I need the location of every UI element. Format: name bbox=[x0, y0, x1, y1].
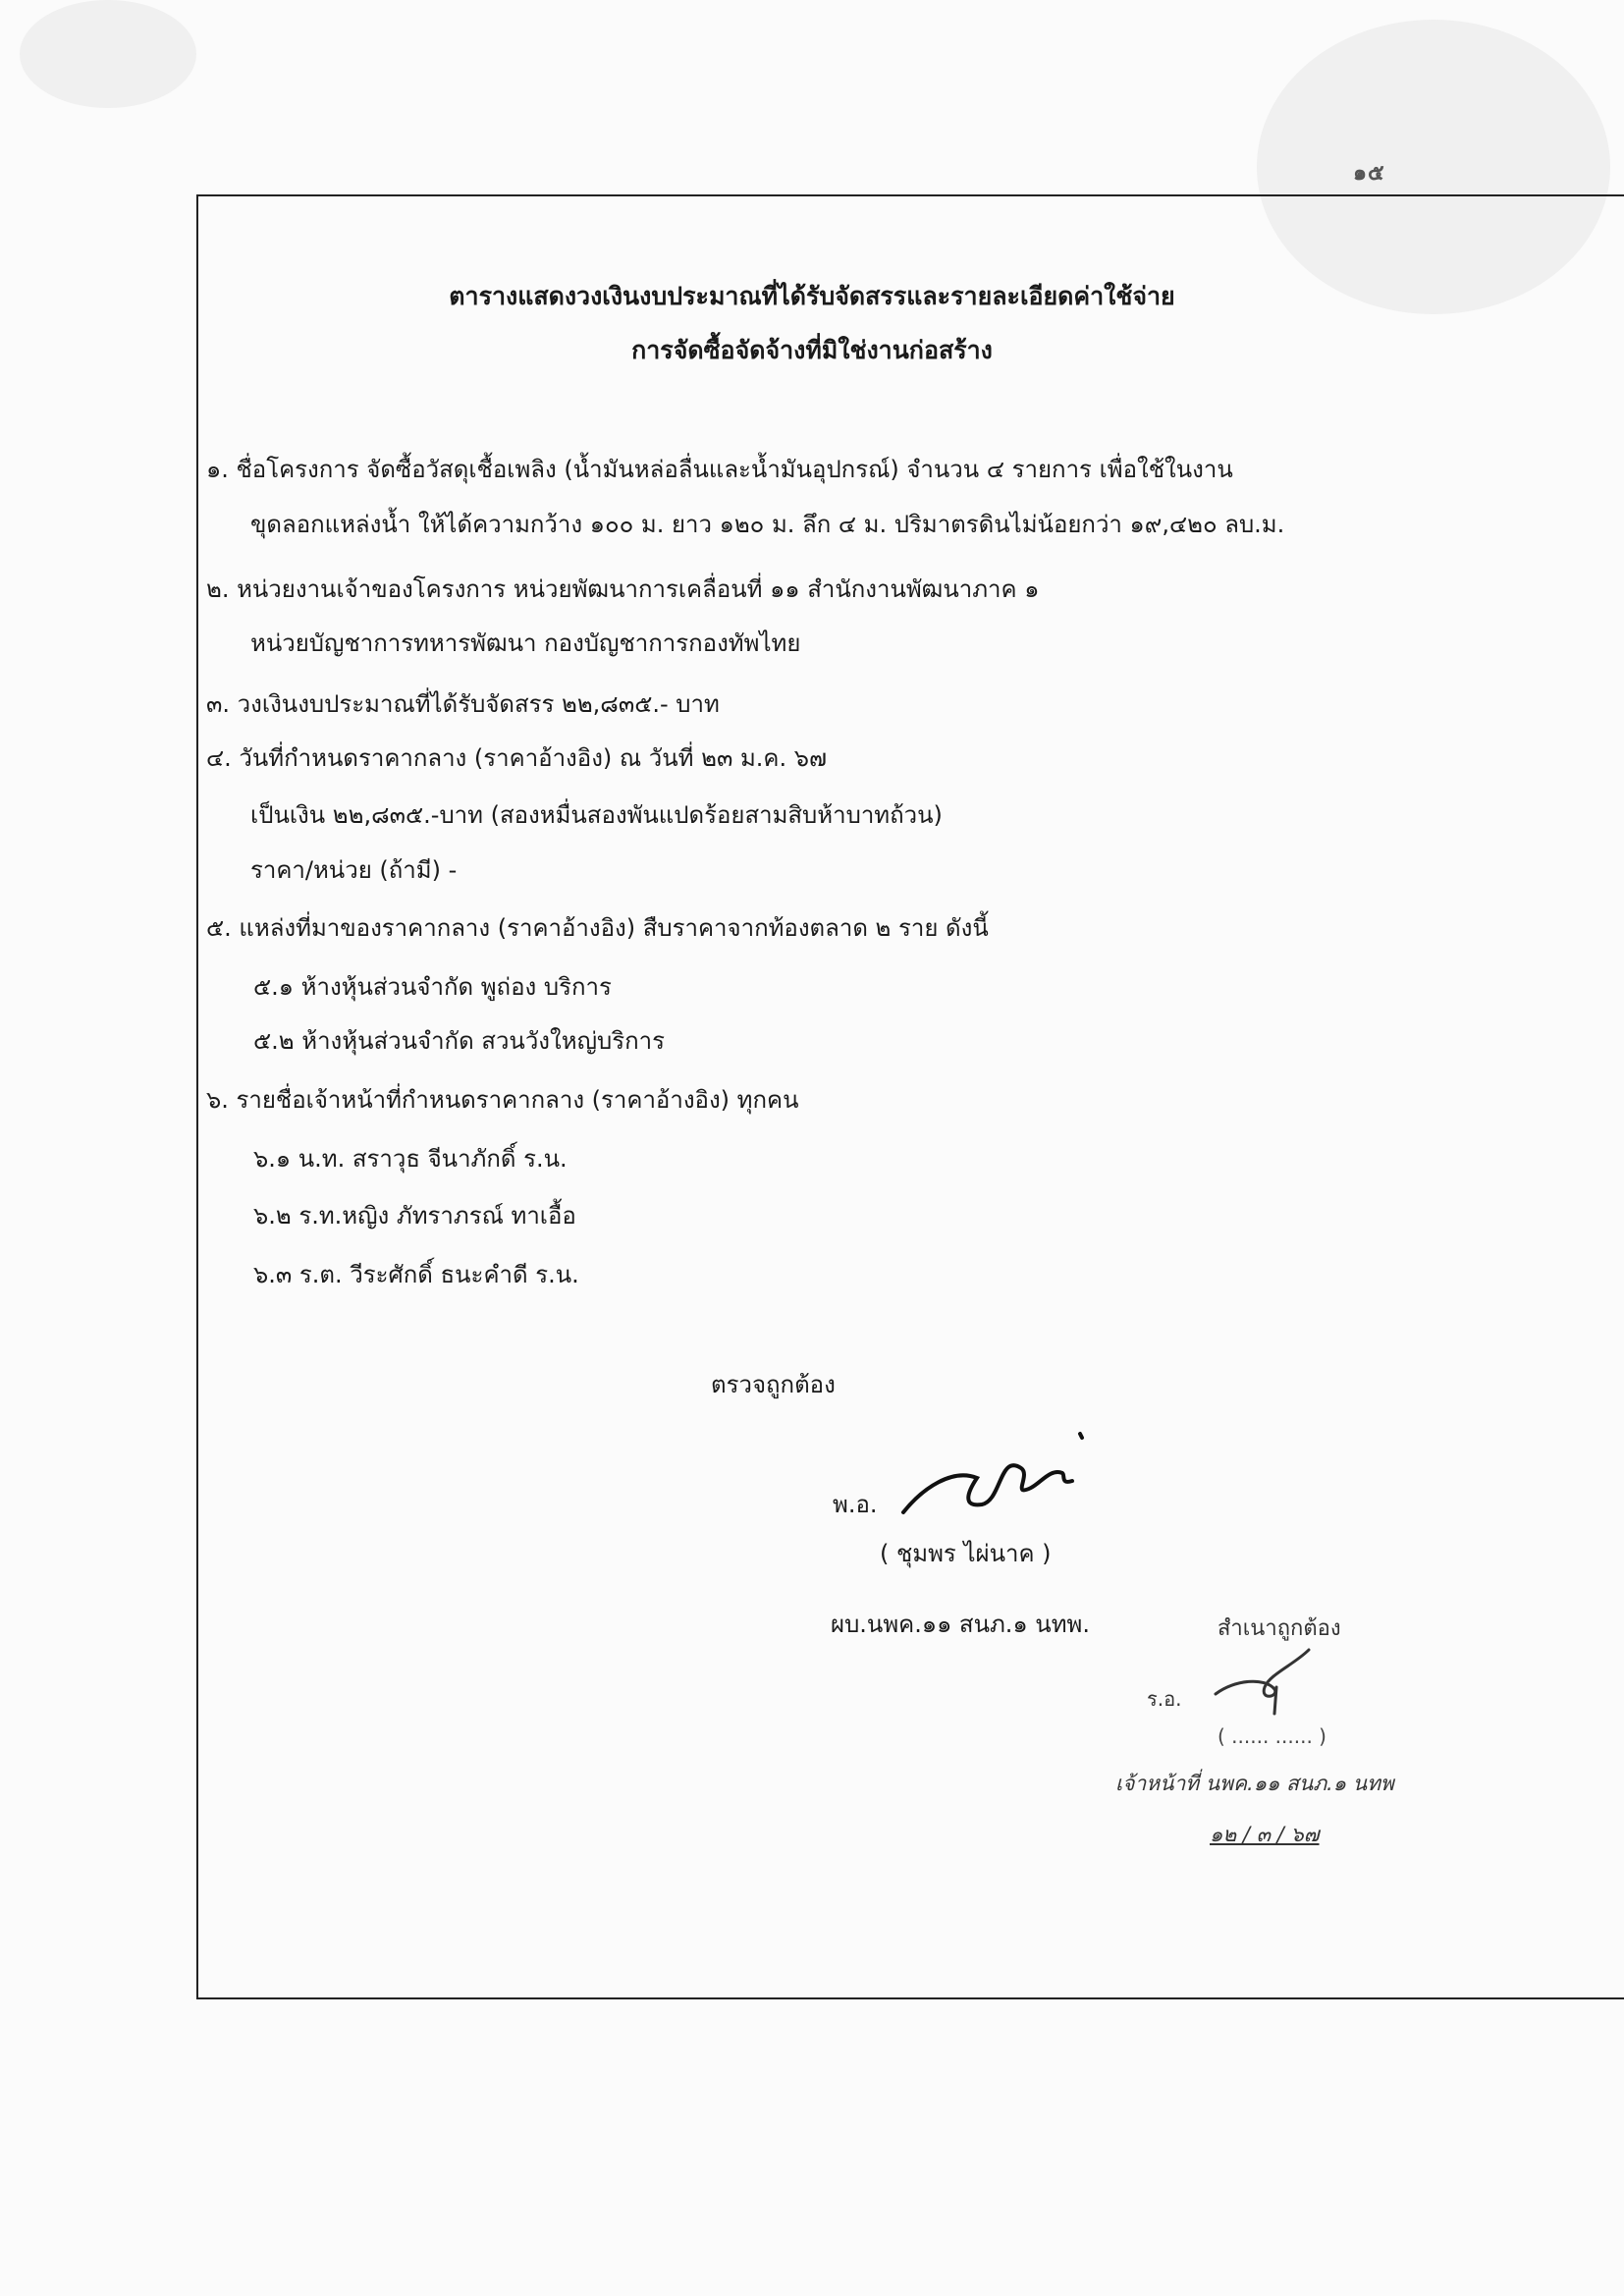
item-4-line-1: ๔. วันที่กำหนดราคากลาง (ราคาอ้างอิง) ณ วันที่ ๒๓ ม.ค. ๖๗ bbox=[206, 744, 828, 772]
item-6-2: ๖.๒ ร.ท.หญิง ภัทราภรณ์ ทาเอื้อ bbox=[253, 1202, 576, 1230]
signer2-position: เจ้าหน้าที่ นพค.๑๑ สนภ.๑ นทพ bbox=[1115, 1772, 1394, 1795]
signer2-date: ๑๒ / ๓ / ๖๗ bbox=[1210, 1823, 1320, 1846]
item-6-3: ๖.๓ ร.ต. วีระศักดิ์ ธนะคำดี ร.น. bbox=[253, 1261, 579, 1288]
signature-1 bbox=[884, 1414, 1110, 1532]
item-4-line-2: เป็นเงิน ๒๒,๘๓๕.-บาท (สองหมื่นสองพันแปดร้อยสามสิบห้าบาทถ้วน) bbox=[250, 801, 943, 829]
document-subtitle: การจัดซื้อจัดจ้างที่มิใช่งานก่อสร้าง bbox=[631, 336, 993, 364]
signer2-rank: ร.อ. bbox=[1147, 1687, 1182, 1711]
scan-smudge bbox=[20, 0, 196, 108]
item-1-line-2: ขุดลอกแหล่งน้ำ ให้ได้ความกว้าง ๑๐๐ ม. ยาว ๑๒๐ ม. ลึก ๔ ม. ปริมาตรดินไม่น้อยกว่า ๑๙,๔๒๐ ลบ.ม. bbox=[250, 511, 1285, 538]
signer1-position: ผบ.นพค.๑๑ สนภ.๑ นทพ. bbox=[831, 1611, 1090, 1638]
item-2-line-1: ๒. หน่วยงานเจ้าของโครงการ หน่วยพัฒนาการเคลื่อนที่ ๑๑ สำนักงานพัฒนาภาค ๑ bbox=[206, 575, 1040, 603]
signer1-name: ( ชุมพร ไผ่นาค ) bbox=[880, 1540, 1052, 1567]
item-3: ๓. วงเงินงบประมาณที่ได้รับจัดสรร ๒๒,๘๓๕.- บาท bbox=[206, 690, 720, 718]
item-6: ๖. รายชื่อเจ้าหน้าที่กำหนดราคากลาง (ราคาอ้างอิง) ทุกคน bbox=[206, 1086, 799, 1114]
certify-copy-label: สำเนาถูกต้อง bbox=[1218, 1616, 1341, 1641]
page-number: ๑๕ bbox=[1353, 161, 1385, 186]
document-title: ตารางแสดงวงเงินงบประมาณที่ได้รับจัดสรรและรายละเอียดค่าใช้จ่าย bbox=[449, 282, 1175, 310]
item-5-1: ๕.๑ ห้างหุ้นส่วนจำกัด พูถ่อง บริการ bbox=[253, 973, 612, 1001]
signer2-name: ( ...... ...... ) bbox=[1218, 1724, 1326, 1748]
item-1-line-1: ๑. ชื่อโครงการ จัดซื้อวัสดุเชื้อเพลิง (น้ำมันหล่อลื่นและน้ำมันอุปกรณ์) จำนวน ๔ รายการ เพื่อใช้ในงาน bbox=[206, 456, 1233, 483]
item-4-line-3: ราคา/หน่วย (ถ้ามี) - bbox=[250, 856, 458, 884]
item-5: ๕. แหล่งที่มาของราคากลาง (ราคาอ้างอิง) สืบราคาจากท้องตลาด ๒ ราย ดังนี้ bbox=[206, 914, 989, 942]
item-6-1: ๖.๑ น.ท. สราวุธ จีนาภักดิ์ ร.น. bbox=[253, 1145, 568, 1173]
verify-label: ตรวจถูกต้อง bbox=[711, 1371, 836, 1398]
signer1-rank: พ.อ. bbox=[833, 1491, 878, 1518]
item-2-line-2: หน่วยบัญชาการทหารพัฒนา กองบัญชาการกองทัพไทย bbox=[250, 629, 801, 657]
item-5-2: ๕.๒ ห้างหุ้นส่วนจำกัด สวนวังใหญ่บริการ bbox=[253, 1027, 666, 1055]
signature-2 bbox=[1206, 1640, 1333, 1719]
